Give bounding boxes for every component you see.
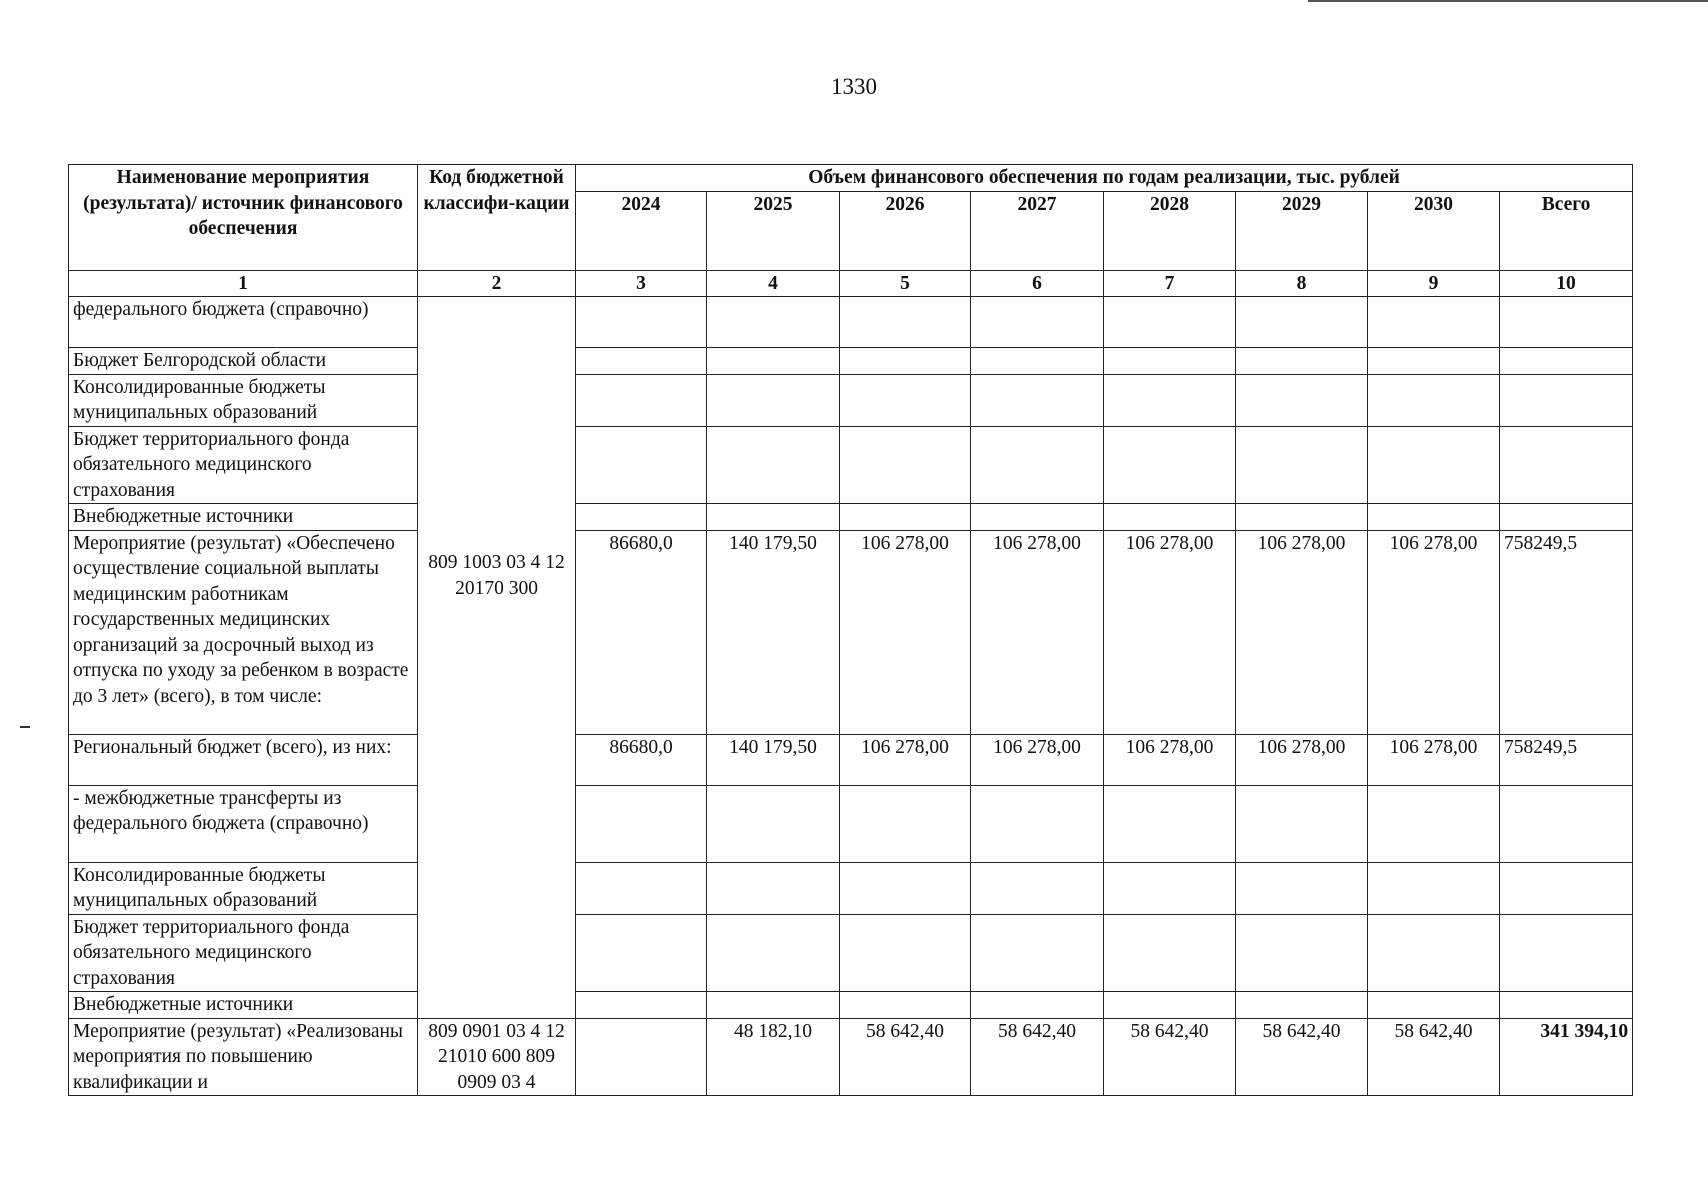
page-number: 1330 [831,74,877,99]
value-cell [1236,914,1368,992]
value-cell [971,426,1104,504]
row-name: Внебюджетные источники [69,504,418,531]
value-cell: 106 278,00 [840,530,971,734]
col-num-1: 1 [69,270,418,297]
value-cell [1104,374,1236,426]
total-cell [1500,426,1633,504]
row-name: Бюджет территориального фонда обязательного медицинского страхования [69,914,418,992]
value-cell [576,914,707,992]
value-cell [1104,914,1236,992]
value-cell [1104,348,1236,375]
row-code: 809 0901 03 4 12 21010 600 809 0909 03 4 [418,1018,576,1096]
value-cell [840,348,971,375]
value-cell [971,504,1104,531]
value-cell [576,426,707,504]
value-cell [1236,426,1368,504]
value-cell [707,426,840,504]
value-cell: 106 278,00 [1236,734,1368,785]
value-cell [707,504,840,531]
value-cell [840,992,971,1019]
value-cell [707,785,840,862]
value-cell [840,426,971,504]
col-num-2: 2 [418,270,576,297]
header-year-2026: 2026 [840,191,971,270]
value-cell [707,862,840,914]
col-num-8: 8 [1236,270,1368,297]
total-cell: 758249,5 [1500,530,1633,734]
total-cell [1500,992,1633,1019]
row-name: федерального бюджета (справочно) [69,297,418,348]
row-name: Региональный бюджет (всего), из них: [69,734,418,785]
total-cell [1500,914,1633,992]
value-cell [1236,504,1368,531]
value-cell: 106 278,00 [1104,734,1236,785]
value-cell [576,1018,707,1096]
value-cell [1236,297,1368,348]
row-name: Внебюджетные источники [69,992,418,1019]
table-row [69,504,1633,531]
value-cell: 106 278,00 [1236,530,1368,734]
finance-table [68,164,1633,1096]
col-num-7: 7 [1104,270,1236,297]
value-cell [1368,914,1500,992]
table-row [69,734,1633,785]
table-row [69,914,1633,992]
value-cell: 106 278,00 [971,734,1104,785]
total-cell [1500,374,1633,426]
value-cell [576,348,707,375]
total-cell: 341 394,10 [1500,1018,1633,1096]
value-cell [971,992,1104,1019]
value-cell [576,862,707,914]
table-row [69,785,1633,862]
value-cell [707,914,840,992]
value-cell [1236,992,1368,1019]
column-number-row [69,270,1633,297]
value-cell: 106 278,00 [971,530,1104,734]
value-cell [576,504,707,531]
value-cell: 58 642,40 [840,1018,971,1096]
value-cell [1236,862,1368,914]
col-num-9: 9 [1368,270,1500,297]
header-name: Наименование мероприятия (результата)/ источник финансового обеспечения [69,165,418,271]
value-cell [707,374,840,426]
value-cell: 58 642,40 [1104,1018,1236,1096]
header-year-2025: 2025 [707,191,840,270]
table-row [69,426,1633,504]
row-code: 809 1003 03 4 12 20170 300 [428,552,565,599]
col-num-10: 10 [1500,270,1633,297]
value-cell: 58 642,40 [1236,1018,1368,1096]
value-cell [576,992,707,1019]
value-cell [971,374,1104,426]
value-cell: 106 278,00 [1368,530,1500,734]
header-year-2028: 2028 [1104,191,1236,270]
total-cell [1500,785,1633,862]
row-name: Бюджет территориального фонда обязательного медицинского страхования [69,426,418,504]
col-num-5: 5 [840,270,971,297]
header-code: Код бюджетной классифи-кации [418,165,576,271]
value-cell [576,297,707,348]
value-cell [840,297,971,348]
value-cell: 58 642,40 [1368,1018,1500,1096]
row-name: Бюджет Белгородской области [69,348,418,375]
header-volume: Объем финансового обеспечения по годам реализации, тыс. рублей [576,165,1633,192]
value-cell [1368,374,1500,426]
col-num-6: 6 [971,270,1104,297]
col-num-3: 3 [576,270,707,297]
value-cell: 106 278,00 [1104,530,1236,734]
table-row [69,992,1633,1019]
table-row [69,862,1633,914]
margin-mark [20,726,30,728]
total-cell [1500,297,1633,348]
table-row-measure [69,1018,1633,1096]
value-cell: 106 278,00 [1368,734,1500,785]
value-cell [840,374,971,426]
value-cell [971,348,1104,375]
value-cell: 86680,0 [576,734,707,785]
value-cell [1104,297,1236,348]
value-cell [1368,862,1500,914]
value-cell [971,297,1104,348]
value-cell [840,862,971,914]
value-cell [1236,785,1368,862]
value-cell [971,785,1104,862]
value-cell [1104,785,1236,862]
value-cell [1368,297,1500,348]
top-edge-rule [1308,0,1708,2]
value-cell [1104,992,1236,1019]
value-cell [840,914,971,992]
header-total: Всего [1500,191,1633,270]
row-name: Консолидированные бюджеты муниципальных образований [69,374,418,426]
value-cell [707,297,840,348]
value-cell [971,862,1104,914]
value-cell: 86680,0 [576,530,707,734]
header-year-2029: 2029 [1236,191,1368,270]
row-name: Мероприятие (результат) «Реализованы мероприятия по повышению квалификации и [69,1018,418,1096]
table-row [69,297,1633,348]
value-cell [1368,785,1500,862]
value-cell [707,992,840,1019]
total-cell [1500,862,1633,914]
header-year-2030: 2030 [1368,191,1500,270]
value-cell: 106 278,00 [840,734,971,785]
value-cell [576,374,707,426]
table-row [69,374,1633,426]
value-cell [576,785,707,862]
total-cell [1500,504,1633,531]
value-cell: 140 179,50 [707,530,840,734]
value-cell [1104,426,1236,504]
value-cell: 58 642,40 [971,1018,1104,1096]
value-cell [840,785,971,862]
value-cell: 140 179,50 [707,734,840,785]
total-cell [1500,348,1633,375]
code-cell-merged [418,297,576,1019]
value-cell [1236,348,1368,375]
col-num-4: 4 [707,270,840,297]
value-cell [1104,504,1236,531]
row-name: Консолидированные бюджеты муниципальных образований [69,862,418,914]
header-row-1 [69,165,1633,192]
table-row-measure [69,530,1633,734]
header-year-2024: 2024 [576,191,707,270]
value-cell [971,914,1104,992]
value-cell [1104,862,1236,914]
value-cell [1368,348,1500,375]
value-cell [1236,374,1368,426]
value-cell [1368,426,1500,504]
value-cell [707,348,840,375]
value-cell: 48 182,10 [707,1018,840,1096]
total-cell: 758249,5 [1500,734,1633,785]
row-name: Мероприятие (результат) «Обеспечено осуществление социальной выплаты медицинским работникам государственных медицинских организаций за досрочный выход из отпуска по уходу за ребенком в возрасте до 3 лет» (всего), в том числе: [69,530,418,734]
value-cell [840,504,971,531]
table-row [69,348,1633,375]
value-cell [1368,504,1500,531]
value-cell [1368,992,1500,1019]
header-year-2027: 2027 [971,191,1104,270]
row-name: - межбюджетные трансферты из федерального бюджета (справочно) [69,785,418,862]
